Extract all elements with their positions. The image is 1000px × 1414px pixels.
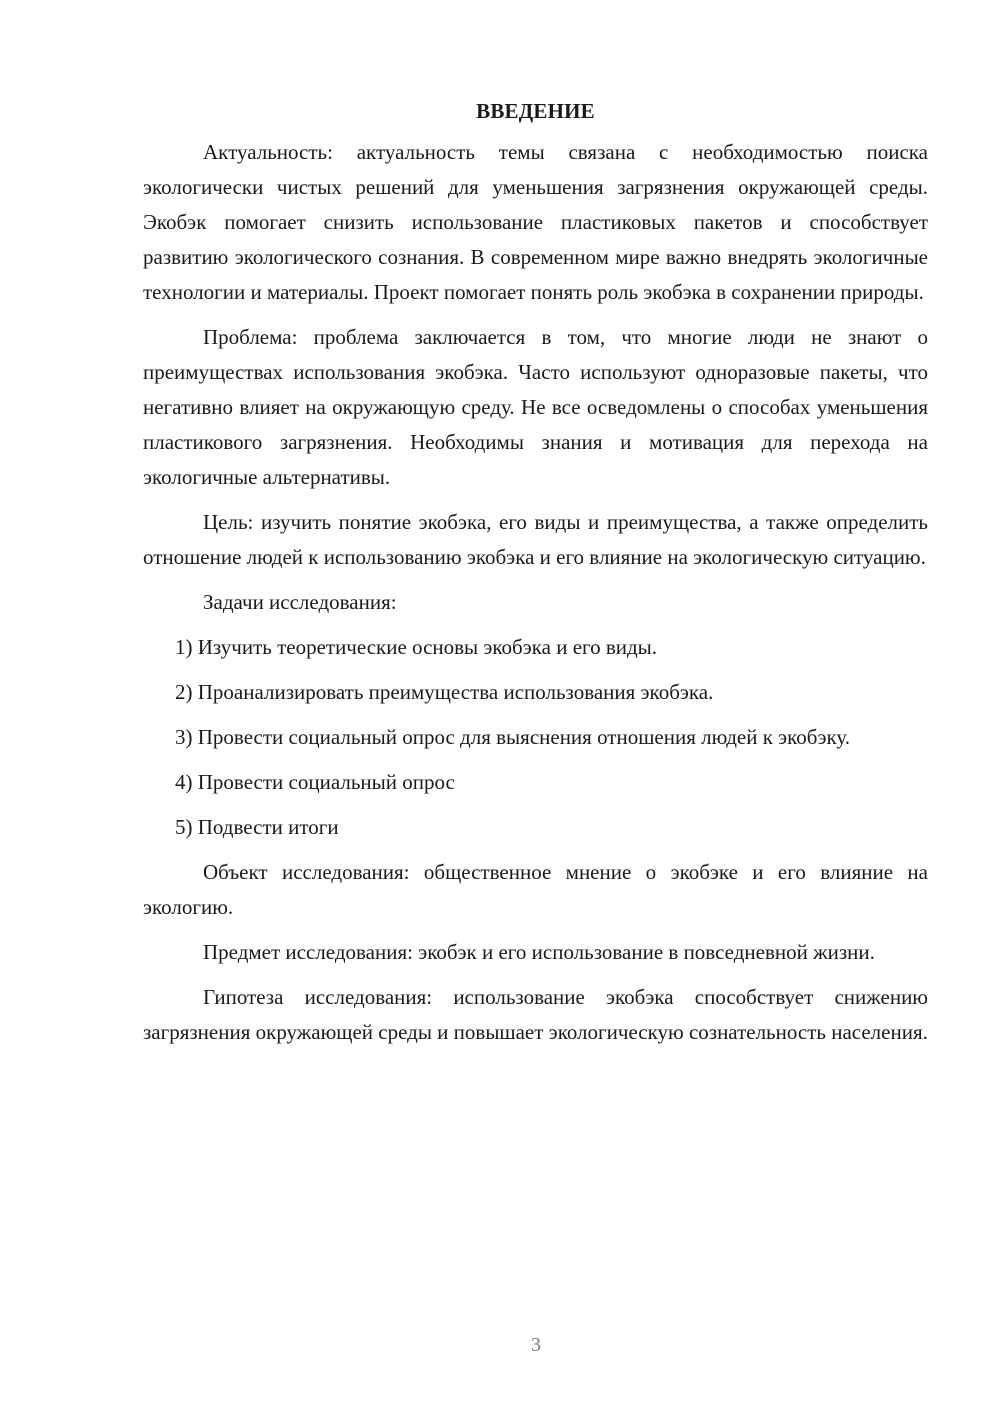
paragraph-relevance: Актуальность: актуальность темы связана с необходимостью поиска экологически чистых решений для уменьшения загрязнения окружающей среды. Экобэк помогает снизить использование пластиковых пакетов и способствует развитию экологического сознания. В современном мире важно внедрять экологичные технологии и материалы. Проект помогает понять роль экобэка в сохранении природы.	[143, 140, 928, 304]
task-item-5: 5) Подвести итоги	[175, 815, 339, 839]
page-title: ВВЕДЕНИЕ	[476, 99, 595, 123]
task-item-2: 2) Проанализировать преимущества использования экобэка.	[175, 680, 714, 704]
document-page	[143, 94, 928, 1060]
paragraph-goal: Цель: изучить понятие экобэка, его виды и преимущества, а также определить отношение людей к использованию экобэка и его влияние на экологическую ситуацию.	[143, 510, 928, 569]
task-item-3: 3) Провести социальный опрос для выяснения отношения людей к экобэку.	[175, 725, 851, 749]
task-item-4: 4) Провести социальный опрос	[175, 770, 455, 794]
page-number: 3	[531, 1334, 541, 1356]
tasks-heading: Задачи исследования:	[203, 590, 397, 614]
task-item-1: 1) Изучить теоретические основы экобэка и его виды.	[175, 635, 658, 659]
paragraph-hypothesis: Гипотеза исследования: использование экобэка способствует снижению загрязнения окружающей среды и повышает экологическую сознательность населения.	[143, 985, 928, 1044]
paragraph-object: Объект исследования: общественное мнение о экобэке и его влияние на экологию.	[143, 860, 928, 919]
paragraph-problem: Проблема: проблема заключается в том, что многие люди не знают о преимуществах использования экобэка. Часто используют одноразовые пакеты, что негативно влияет на окружающую среду. Не все осведомлены о способах уменьшения пластикового загрязнения. Необходимы знания и мотивация для перехода на экологичные альтернативы.	[143, 325, 928, 489]
paragraph-subject: Предмет исследования: экобэк и его использование в повседневной жизни.	[203, 940, 875, 964]
